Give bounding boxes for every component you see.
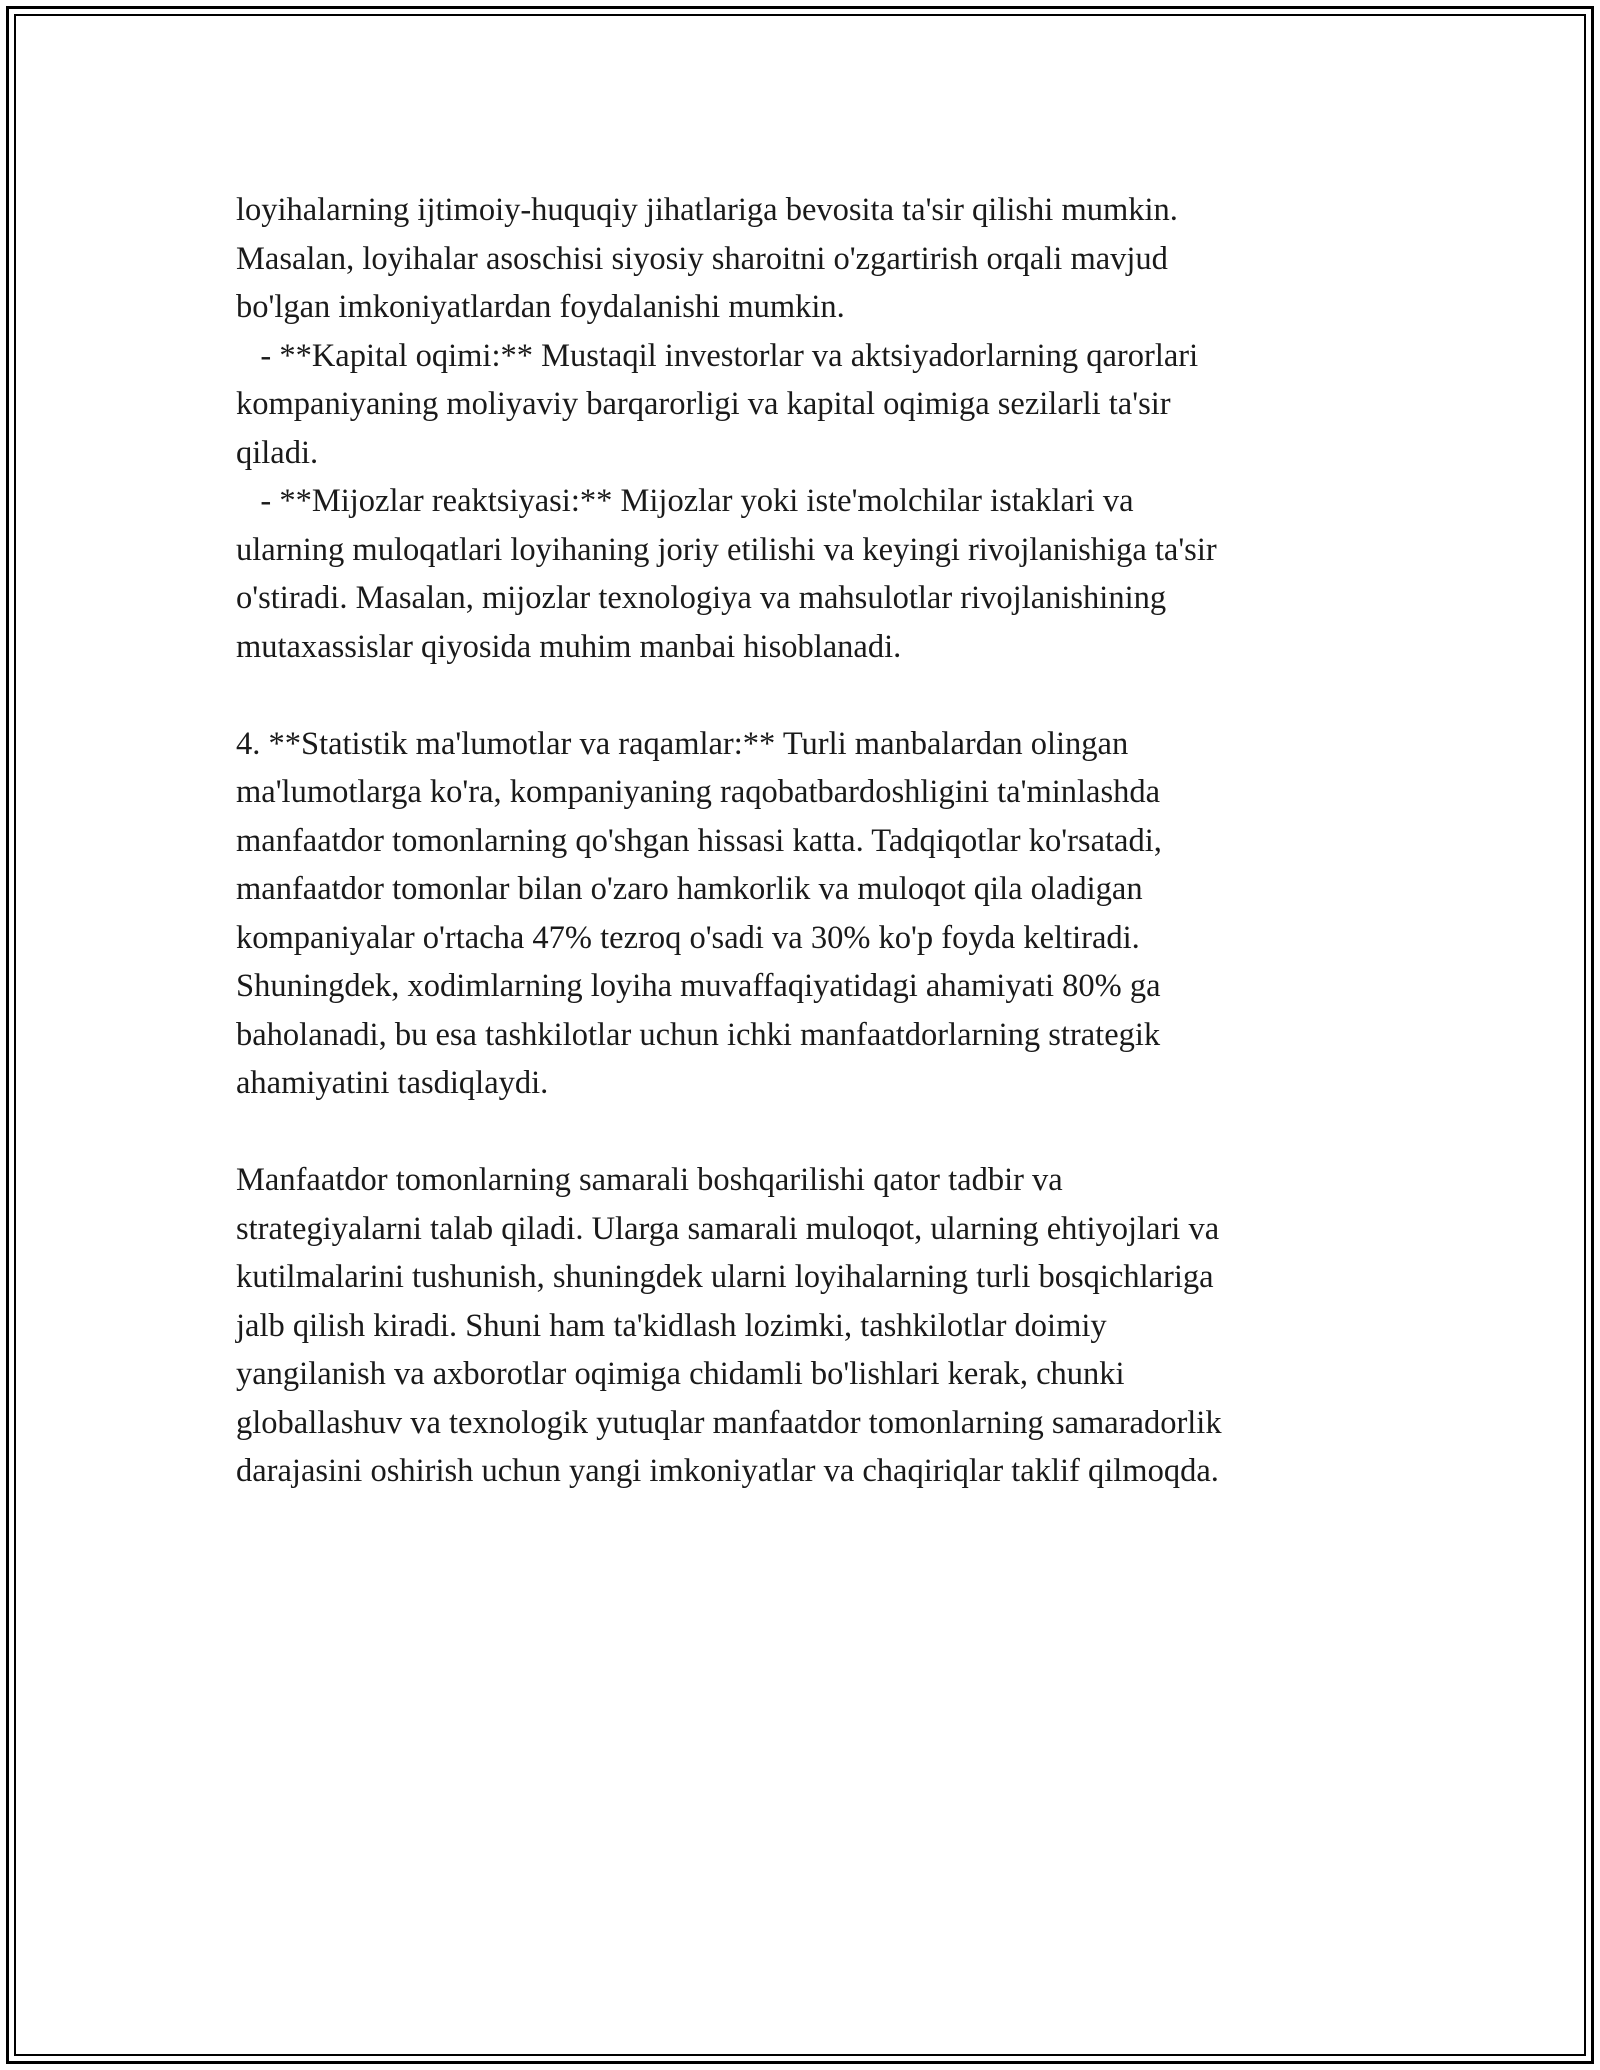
text-line: o'stiradi. Masalan, mijozlar texnologiya va mahsulotlar rivojlanishining [236, 580, 1167, 616]
paragraph-gap [236, 671, 1416, 720]
text-line: ahamiyatini tasdiqlaydi. [236, 1065, 549, 1101]
text-line: strategiyalarni talab qiladi. Ularga samarali muloqot, ularning ehtiyojlari va [236, 1210, 1220, 1247]
text-line: ma'lumotlarga ko'ra, kompaniyaning raqobatbardoshligini ta'minlashda [236, 774, 1161, 810]
paragraph-gap [236, 1108, 1416, 1157]
section-statistik-heading: 4. **Statistik ma'lumotlar va raqamlar:** Turli manbalardan olingan [236, 725, 1129, 762]
list-item-mijozlar-reaktsiyasi: - **Mijozlar reaktsiyasi:** Mijozlar yoki iste'molchilar istaklari va [236, 483, 1134, 519]
text-line: bo'lgan imkoniyatlardan foydalanishi mumkin. [236, 289, 845, 325]
text-line: yangilanish va axborotlar oqimiga chidamli bo'lishlari kerak, chunki [236, 1356, 1125, 1392]
list-item-kapital-oqimi: - **Kapital oqimi:** Mustaqil investorlar va aktsiyadorlarning qarorlari [236, 337, 1199, 374]
text-line: manfaatdor tomonlar bilan o'zaro hamkorlik va muloqot qila oladigan [236, 871, 1143, 907]
text-line: mutaxassislar qiyosida muhim manbai hisoblanadi. [236, 628, 902, 665]
text-line: ularning muloqatlari loyihaning joriy etilishi va keyingi rivojlanishiga ta'sir [236, 531, 1217, 568]
text-line: loyihalarning ijtimoiy-huquqiy jihatlariga bevosita ta'sir qilishi mumkin. [236, 192, 1178, 228]
text-line: qiladi. [236, 434, 319, 471]
text-line: manfaatdor tomonlarning qo'shgan hissasi katta. Tadqiqotlar ko'rsatadi, [236, 822, 1162, 859]
text-line: kutilmalarini tushunish, shuningdek ularni loyihalarning turli bosqichlariga [236, 1259, 1214, 1295]
text-line: baholanadi, bu esa tashkilotlar uchun ichki manfaatdorlarning strategik [236, 1016, 1161, 1053]
text-line: kompaniyaning moliyaviy barqarorligi va kapital oqimiga sezilarli ta'sir [236, 386, 1171, 422]
closing-paragraph-line: Manfaatdor tomonlarning samarali boshqarilishi qator tadbir va [236, 1162, 1063, 1198]
text-line: kompaniyalar o'rtacha 47% tezroq o'sadi va 30% ko'p foyda keltiradi. [236, 919, 1140, 956]
document-body [236, 186, 1416, 1496]
text-line: Shuningdek, xodimlarning loyiha muvaffaqiyatidagi ahamiyati 80% ga [236, 968, 1161, 1004]
text-line: Masalan, loyihalar asoschisi siyosiy sharoitni o'zgartirish orqali mavjud [236, 240, 1168, 277]
text-line: globallashuv va texnologik yutuqlar manfaatdor tomonlarning samaradorlik [236, 1404, 1222, 1441]
text-line: jalb qilish kiradi. Shuni ham ta'kidlash lozimki, tashkilotlar doimiy [236, 1307, 1107, 1344]
text-line: darajasini oshirish uchun yangi imkoniyatlar va chaqiriqlar taklif qilmoqda. [236, 1453, 1219, 1489]
